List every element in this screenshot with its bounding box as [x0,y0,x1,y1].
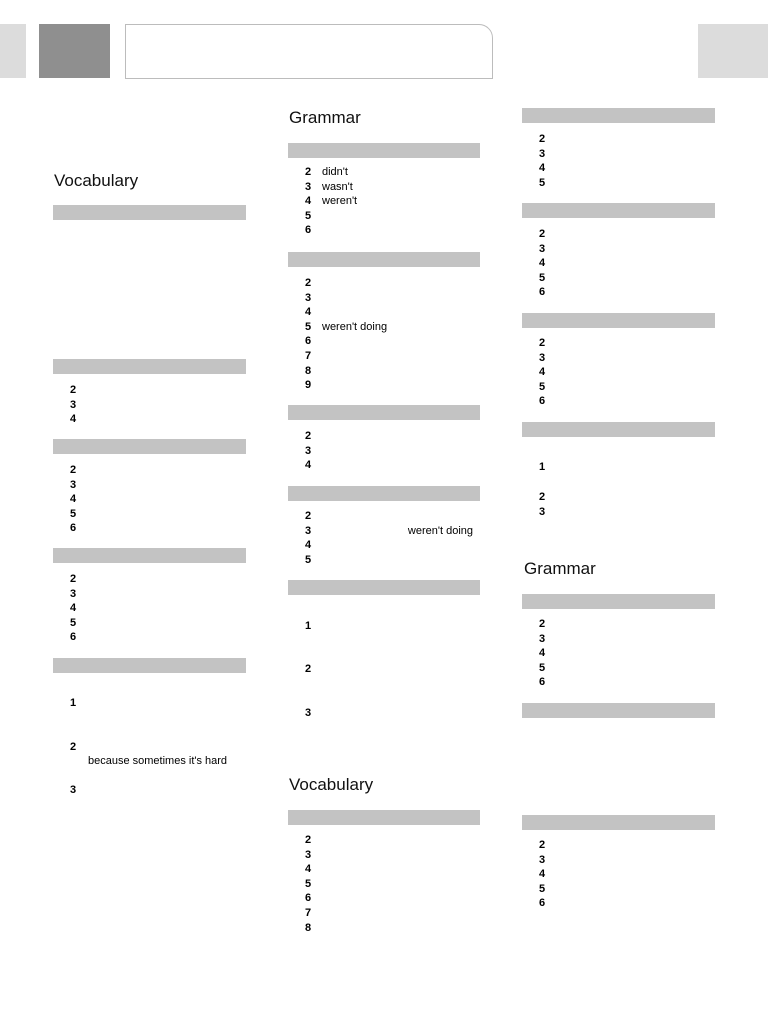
exercise-header-bar [522,815,715,830]
list-item: 2 didn't [305,166,348,178]
answer-list [70,383,240,427]
list-item: 3 [539,147,546,160]
list-item: 4 [70,413,77,426]
list-item: 3 [305,444,312,457]
list-item: 5 [70,507,77,520]
exercise-header-bar [288,405,480,420]
item-number: 1 [539,461,546,473]
list-item: 2 [539,839,546,851]
list-item: 2 [70,573,77,585]
list-item: 2 [539,337,546,349]
list-item: 5 [539,271,546,284]
list-item: 3 [70,587,77,600]
item-number: 2 [70,741,77,753]
exercise-header-bar [522,108,715,123]
exercise-header-bar [53,205,246,220]
item-number: 1 [70,697,77,709]
exercise-header-bar [522,703,715,718]
list-item: 2 [305,510,312,522]
list-item: 2 [70,464,77,476]
list-item: 6 [539,676,546,689]
answer-list [70,572,240,645]
list-item: 5 [539,380,546,393]
list-item: 5 [70,616,77,629]
exercise-header-bar [288,580,480,595]
list-item: 3 [539,242,546,255]
header-dark-tab [39,24,110,78]
list-item: 2 [305,834,312,846]
list-item: 4 [539,257,546,270]
list-item: 3 [539,351,546,364]
list-item: 3 [539,853,546,866]
list-item: 2 [539,618,546,630]
list-item: 8 [305,921,312,934]
item-number: 1 [305,620,312,632]
list-item: 4 [70,493,77,506]
exercise-header-bar [288,486,480,501]
header-right-tab [698,24,768,78]
exercise-header-bar [53,439,246,454]
exercise-header-bar [288,810,480,825]
list-item: 3 [70,478,77,491]
list-item: 2 [539,133,546,145]
item-number: 2 [305,663,312,675]
list-item: 4 [539,162,546,175]
item-number: 2 [539,491,546,503]
list-item: 5 [305,553,312,566]
answer-list [539,336,709,409]
exercise-header-bar [522,594,715,609]
header-title-box [125,24,493,79]
list-item: 5 [305,209,312,222]
list-item: 5 [539,176,546,189]
answer-list [539,838,709,911]
answer-list [305,833,475,935]
exercise-header-bar [522,313,715,328]
list-item: 5 [539,882,546,895]
list-item: 6 [539,897,546,910]
answer-list [539,132,709,190]
list-item: 3 [539,632,546,645]
list-item: 2 [305,430,312,442]
exercise-header-bar [522,422,715,437]
list-item: 3 [305,848,312,861]
answer-text: because sometimes it's hard [88,755,228,767]
section-heading-grammar: Grammar [289,108,361,127]
list-item: 4 [539,366,546,379]
section-heading-vocabulary: Vocabulary [54,171,139,190]
exercise-header-bar [53,359,246,374]
list-item: 2 [539,228,546,240]
list-item: 4 weren't [305,195,358,208]
answer-list [305,509,475,567]
exercise-header-bar [288,252,480,267]
list-item: 3 [305,291,312,304]
header-left-tab [0,24,26,78]
list-item: 2 [70,384,77,396]
list-item: 7 [305,349,312,362]
list-item: 3 wasn't [305,180,353,193]
list-item: 4 [305,539,312,552]
list-item: 6 [70,631,77,644]
list-item: 6 [539,395,546,408]
list-item: 4 [539,647,546,660]
list-item: 9 [305,379,312,392]
item-number: 3 [305,707,312,719]
exercise-header-bar [522,203,715,218]
answer-list [305,429,475,473]
list-item: 7 [305,906,312,919]
list-item: 6 [305,335,312,348]
list-item: 6 [305,224,312,237]
item-number: 3 [539,506,546,518]
exercise-header-bar [53,548,246,563]
answer-list [70,463,240,536]
list-item: 3 [70,398,77,411]
list-item: 4 [305,459,312,472]
list-item: 5 [305,877,312,890]
list-item: 4 [305,863,312,876]
section-heading-vocabulary: Vocabulary [289,775,374,794]
list-item: 5 [539,661,546,674]
exercise-header-bar [288,143,480,158]
answer-list [305,276,475,393]
list-item: 2 [305,277,312,289]
list-item: 4 [70,602,77,615]
list-item: 4 [305,306,312,319]
answer-list [539,617,709,690]
list-item: 3 weren't doing [305,524,473,537]
answer-list [305,165,475,238]
list-item: 8 [305,364,312,377]
list-item: 4 [539,868,546,881]
list-item: 6 [70,522,77,535]
list-item: 5 weren't doing [305,320,388,333]
section-heading-grammar: Grammar [524,559,596,578]
exercise-header-bar [53,658,246,673]
list-item: 6 [539,286,546,299]
item-number: 3 [70,784,77,796]
list-item: 6 [305,892,312,905]
answer-list [539,227,709,300]
